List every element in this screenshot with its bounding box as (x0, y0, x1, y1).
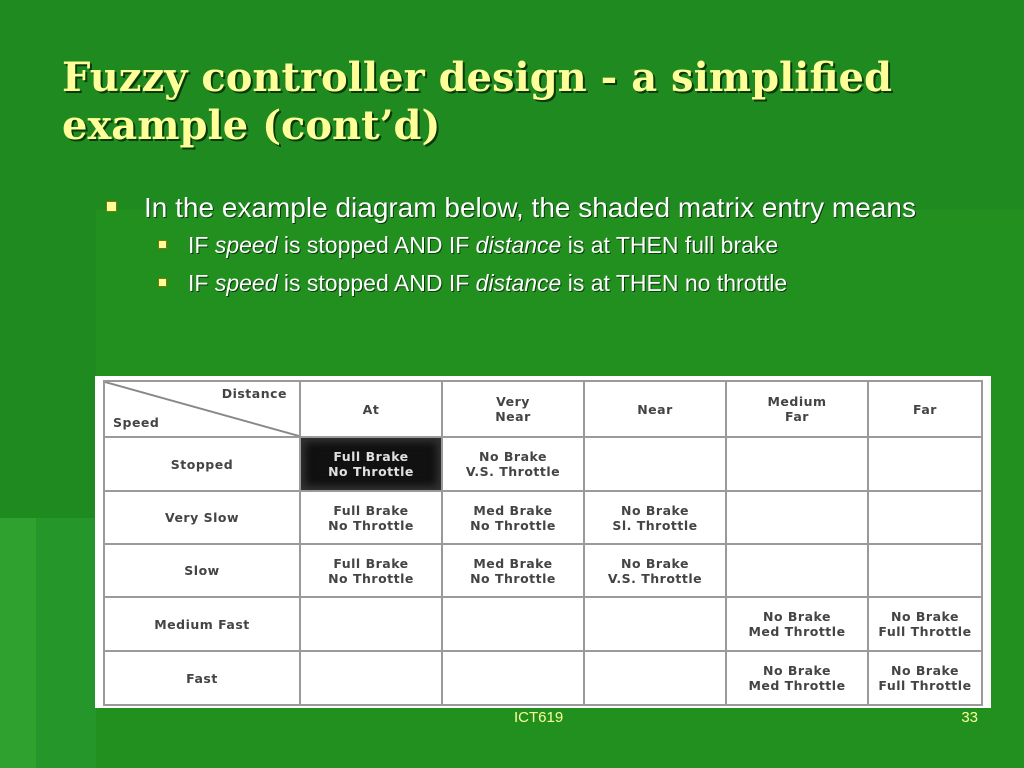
slide-title: Fuzzy controller design - a simplified example (cont’d) (62, 54, 892, 149)
sub-bullet-emphasis: speed (214, 270, 278, 296)
square-bullet-icon (158, 278, 167, 287)
matrix-cell (442, 597, 584, 651)
cell-line: No Throttle (328, 517, 414, 533)
column-header-line: Very (496, 394, 530, 409)
matrix-cell (442, 437, 584, 491)
footer-course-code: ICT619 (514, 709, 564, 726)
matrix-cell (584, 544, 726, 597)
matrix-cell (868, 544, 982, 597)
cell-line: Full Brake (333, 449, 409, 464)
row-header-speed: Very Slow (104, 491, 300, 544)
fuzzy-rule-matrix (103, 380, 983, 706)
matrix-cell (442, 544, 584, 597)
sub-bullet-text: IF (188, 232, 215, 258)
cell-line: Full Brake (333, 502, 409, 518)
matrix-cell (300, 544, 442, 597)
matrix-cell (726, 437, 868, 491)
matrix-row-medium-fast (104, 597, 982, 651)
matrix-cell (442, 651, 584, 705)
corner-header (104, 381, 300, 437)
matrix-cell (868, 597, 982, 651)
matrix-cell (300, 491, 442, 544)
cell-line: Med Brake (473, 555, 553, 571)
matrix-cell (584, 651, 726, 705)
matrix-cell-shaded (300, 437, 442, 491)
column-header-line: At (362, 401, 380, 417)
cell-line: No Brake (763, 609, 831, 624)
matrix-cell (584, 597, 726, 651)
column-header-line: Near (637, 401, 673, 417)
sub-bullet-emphasis: distance (475, 270, 562, 296)
cell-line: No Brake (621, 502, 689, 518)
slide-number: 33 (961, 709, 978, 726)
column-header-far (868, 381, 982, 437)
cell-line: Full Throttle (878, 624, 972, 639)
sub-bullet-emphasis: speed (214, 232, 278, 258)
background-stripe (0, 518, 36, 768)
column-header-near (584, 381, 726, 437)
header-row (104, 381, 982, 437)
matrix-row-very-slow (104, 491, 982, 544)
cell-line: V.S. Throttle (465, 464, 561, 479)
row-header-speed: Medium Fast (104, 597, 300, 651)
cell-line: Sl. Throttle (612, 517, 698, 533)
matrix-row-fast (104, 651, 982, 705)
square-bullet-icon (158, 240, 167, 249)
matrix-cell (300, 597, 442, 651)
sub-bullet-text: is at THEN full brake (561, 232, 779, 258)
fuzzy-matrix-image (95, 376, 991, 708)
bullet-text: In the example diagram below, the shaded matrix entry means (144, 192, 916, 223)
matrix-cell (584, 437, 726, 491)
cell-line: No Brake (621, 555, 689, 571)
sub-bullet-item (104, 226, 1004, 264)
matrix-cell (726, 491, 868, 544)
cell-line: Med Throttle (748, 624, 846, 639)
cell-line: No Throttle (470, 570, 556, 586)
sub-bullet-emphasis: distance (475, 232, 562, 258)
matrix-cell (726, 651, 868, 705)
cell-line: Med Throttle (748, 678, 846, 693)
cell-line: No Throttle (328, 570, 414, 586)
column-header-very-near (442, 381, 584, 437)
matrix-cell (868, 491, 982, 544)
cell-line: No Throttle (328, 464, 414, 479)
matrix-cell (726, 597, 868, 651)
cell-line: No Brake (479, 449, 547, 464)
sub-bullet-text: is at THEN no throttle (561, 270, 788, 296)
cell-line: Full Brake (333, 555, 409, 571)
row-header-speed: Slow (104, 544, 300, 597)
cell-line: No Brake (891, 663, 959, 678)
column-header-line: Far (785, 409, 809, 424)
row-header-speed: Stopped (104, 437, 300, 491)
background-stripe (36, 518, 96, 768)
column-header-line: Far (913, 401, 937, 417)
bullet-list (104, 190, 1004, 302)
matrix-cell (868, 437, 982, 491)
column-header-line: Near (495, 409, 531, 424)
matrix-row-stopped (104, 437, 982, 491)
matrix-cell (868, 651, 982, 705)
cell-line: No Brake (763, 663, 831, 678)
distance-axis-label: Distance (221, 386, 287, 401)
column-header-line: Medium (767, 394, 827, 409)
matrix-row-slow (104, 544, 982, 597)
sub-bullet-text: is stopped AND IF (277, 270, 476, 296)
matrix-cell (300, 651, 442, 705)
matrix-cell (726, 544, 868, 597)
matrix-cell (442, 491, 584, 544)
cell-line: Full Throttle (878, 678, 972, 693)
square-bullet-icon (106, 201, 117, 212)
column-header-at (300, 381, 442, 437)
bullet-item (104, 190, 1004, 226)
matrix-cell (584, 491, 726, 544)
cell-line: V.S. Throttle (607, 570, 703, 586)
sub-bullet-text: is stopped AND IF (277, 232, 476, 258)
speed-axis-label: Speed (113, 415, 160, 430)
sub-bullet-text: IF (188, 270, 215, 296)
cell-line: No Brake (891, 609, 959, 624)
sub-bullet-item (104, 264, 1004, 302)
row-header-speed: Fast (104, 651, 300, 705)
cell-line: Med Brake (473, 502, 553, 518)
column-header-medium-far (726, 381, 868, 437)
cell-line: No Throttle (470, 517, 556, 533)
